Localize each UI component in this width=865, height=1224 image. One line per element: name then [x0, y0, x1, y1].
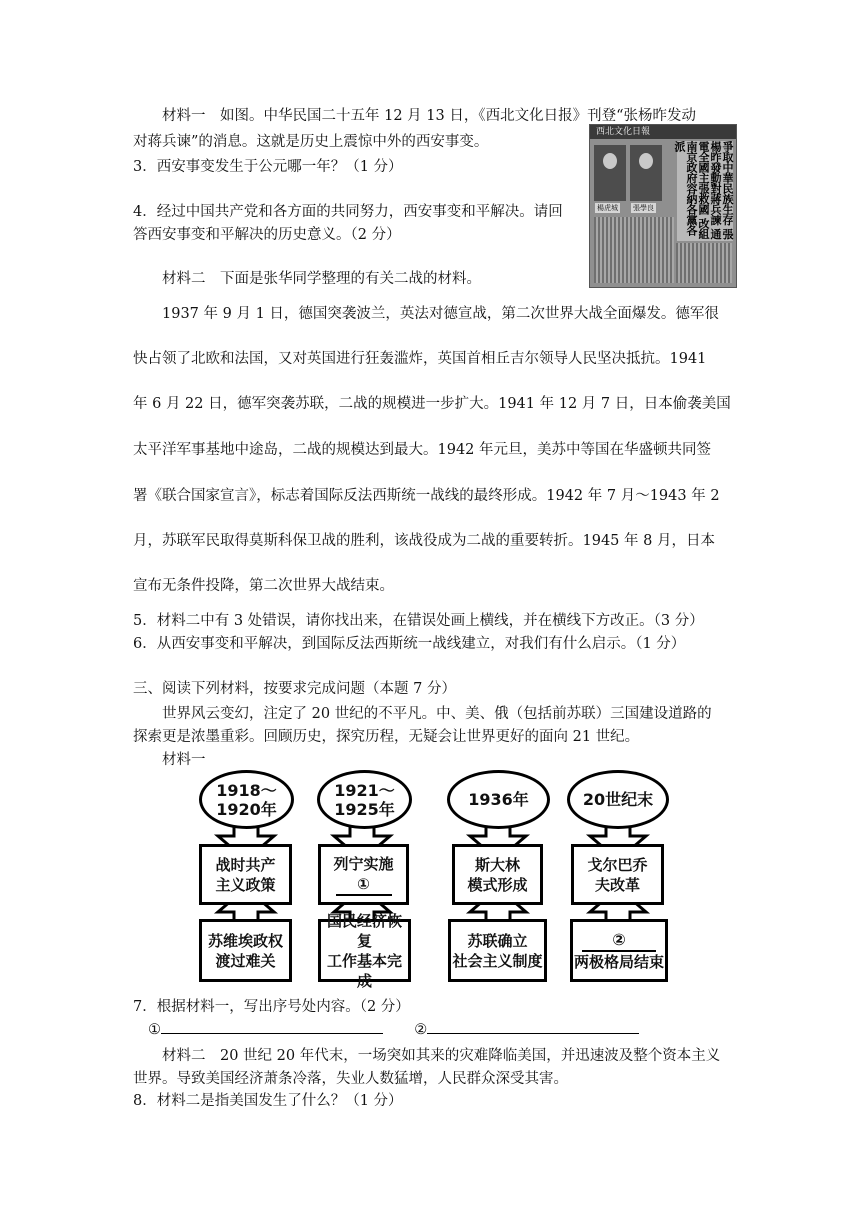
policy-1-line1: 战时共产 — [215, 855, 276, 874]
ww2-para-line-3: 年 6 月 22 日，德军突袭苏联，二战的规模进一步扩大。1941 年 12 月 7 日，日本偷袭美国 — [133, 396, 731, 412]
policy-4 — [571, 844, 664, 905]
policy-1-line2: 主义政策 — [215, 875, 276, 894]
portrait-right — [630, 145, 662, 201]
policy-1 — [199, 844, 292, 905]
q7-blank1[interactable] — [161, 1019, 383, 1034]
period-3: 1936年 — [447, 770, 550, 829]
ww2-para-line-7: 宣布无条件投降，第二次世界大战结束。 — [133, 578, 394, 594]
policy-2 — [318, 844, 409, 905]
result-2 — [318, 911, 411, 990]
policy-4-line2: 夫改革 — [594, 875, 640, 894]
period-2: 1921～ 1925年 — [317, 770, 412, 829]
result-4 — [570, 919, 668, 982]
newspaper-image — [589, 124, 737, 288]
ww2-para-line-5: 署《联合国家宣言》，标志着国际反法西斯统一战线的最终形成。1942 年 7 月～1943 年 2 — [133, 488, 720, 504]
material1-intro-cont: 对蒋兵谏”的消息。这就是历史上震惊中外的西安事变。 — [133, 134, 489, 150]
ww2-para-line-6: 月，苏联军民取得莫斯科保卫战的胜利，该战役成为二战的重要转折。1945 年 8 月，日本 — [133, 533, 715, 549]
question-5: 5．材料二中有 3 处错误，请你找出来，在错误处画上横线，并在横线下方改正。（3 分） — [133, 613, 704, 629]
caption-right: 張學良 — [633, 204, 654, 212]
material1-label: 材料一 — [162, 752, 206, 768]
question-4-line2: 答西安事变和平解决的历史意义。（2 分） — [133, 227, 401, 243]
ww2-para-line-2: 快占领了北欧和法国，又对英国进行狂轰滥炸，英国首相丘吉尔领导人民坚决抵抗。1941 — [133, 351, 707, 367]
question-7: 7．根据材料一，写出序号处内容。（2 分） — [133, 999, 410, 1015]
ww2-para-line-1: 1937 年 9 月 1 日，德国突袭波兰，英法对德宣战，第二次世界大战全面爆发。德军很 — [162, 306, 719, 322]
policy-2-line1: 列宁实施 — [333, 854, 394, 873]
question-6: 6．从西安事变和平解决，到国际反法西斯统一战线建立，对我们有什么启示。（1 分） — [133, 636, 686, 652]
section3-intro-line2: 探索更是浓墨重彩。回顾历史，探究历程，无疑会让世界更好的面向 21 世纪。 — [133, 729, 640, 745]
question-3: 3．西安事变发生于公元哪一年？（1 分） — [133, 159, 403, 175]
caption-left: 楊虎城 — [597, 204, 618, 212]
q7-blank1-label: ① — [148, 1022, 161, 1038]
question-8: 8．材料二是指美国发生了什么？（1 分） — [133, 1093, 403, 1109]
q7-answer-row — [148, 1019, 639, 1038]
policy-2-line2: ① — [336, 874, 392, 896]
policy-3-line1: 斯大林 — [474, 855, 520, 874]
newspaper-masthead: 西北文化日報 — [590, 125, 736, 139]
q7-blank2-label: ② — [414, 1022, 428, 1038]
result-3-line2: 社会主义制度 — [452, 951, 543, 970]
newspaper-body-text — [594, 217, 674, 283]
portrait-left — [594, 145, 626, 201]
material2-intro: 材料二 下面是张华同学整理的有关二战的材料。 — [162, 271, 481, 287]
result-4-line2: 两极格局结束 — [573, 952, 664, 971]
q7-blank2[interactable] — [427, 1019, 639, 1034]
policy-4-line1: 戈尔巴乔 — [587, 855, 648, 874]
result-3 — [448, 919, 547, 982]
result-1-line1: 苏维埃政权 — [207, 931, 283, 950]
policy-3 — [452, 844, 543, 905]
material1-intro: 材料一 如图。中华民国二十五年 12 月 13 日，《西北文化日报》刊登“张杨昨发动 — [162, 108, 696, 124]
question-4-line1: 4．经过中国共产党和各方面的共同努力，西安事变和平解决。请回 — [133, 204, 563, 220]
section3-title: 三、阅读下列材料，按要求完成问题（本题 7 分） — [133, 681, 456, 697]
section3-intro-line1: 世界风云变幻，注定了 20 世纪的不平凡。中、美、俄（包括前苏联）三国建设道路的 — [162, 706, 712, 722]
result-3-line1: 苏联确立 — [467, 931, 528, 950]
ww2-para-line-4: 太平洋军事基地中途岛，二战的规模达到最大。1942 年元旦，美苏中等国在华盛顿共同签 — [133, 442, 712, 458]
newspaper-body-text-2 — [676, 243, 732, 283]
material2b-line1: 材料二 20 世纪 20 年代末，一场突如其来的灾难降临美国，并迅速波及整个资本主义 — [162, 1048, 721, 1064]
result-4-line1: ② — [582, 930, 656, 952]
period-1: 1918～ 1920年 — [199, 770, 294, 829]
result-2-line2: 工作基本完成 — [326, 951, 402, 990]
result-2-line1: 国民经济恢复 — [326, 911, 402, 950]
newspaper-headline: 爭取中華民族生存 張楊昨發動對蔣兵諫 通電全國主張救國 改組南京政府容納各黨各派 — [677, 141, 733, 241]
result-1 — [199, 919, 292, 982]
material2b-line2: 世界。导致美国经济萧条冷落，失业人数猛增，人民群众深受其害。 — [133, 1071, 568, 1087]
policy-3-line2: 模式形成 — [467, 875, 528, 894]
period-4: 20世纪末 — [567, 770, 669, 829]
result-1-line2: 渡过难关 — [215, 951, 276, 970]
